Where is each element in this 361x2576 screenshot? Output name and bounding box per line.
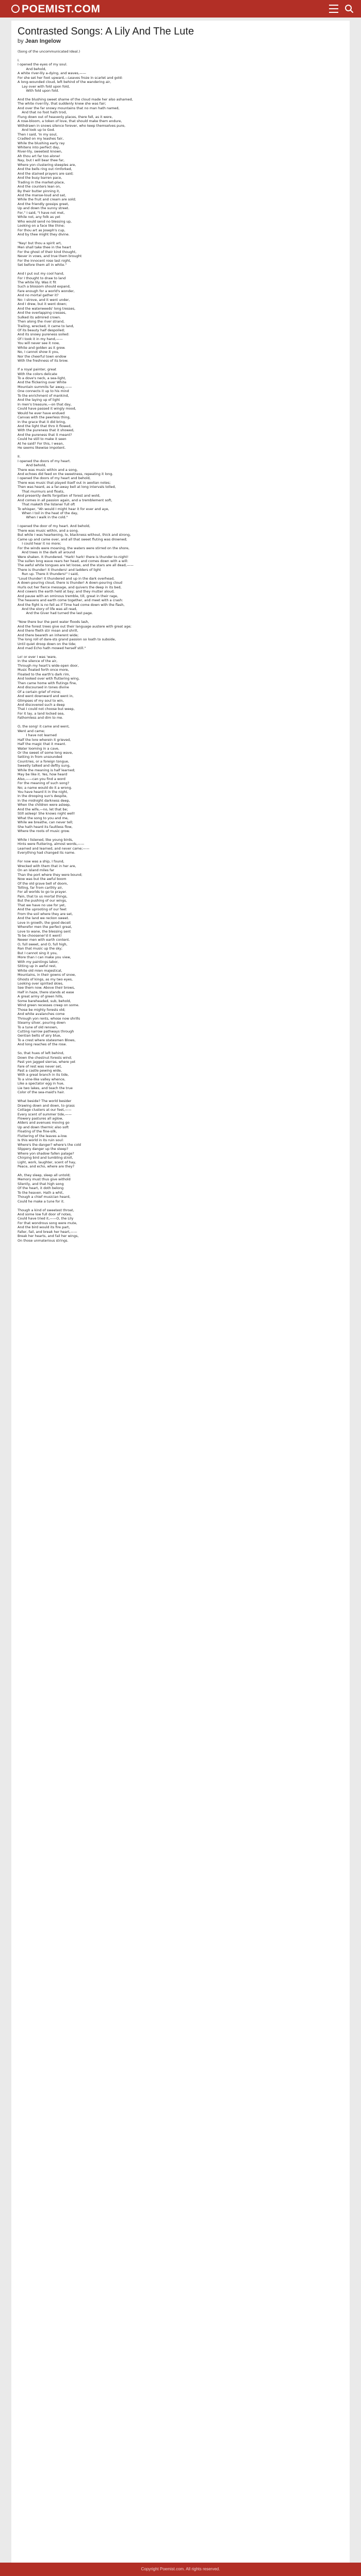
top-navigation-bar [0,0,361,18]
logo-mark-icon [11,5,20,13]
byline-prefix: by [18,38,24,44]
poem-author-link[interactable]: Jean Ingelow [25,38,61,44]
page-content [0,18,361,2576]
site-logo[interactable] [11,3,101,15]
poem-title: Contrasted Songs: A Lily And The Lute [18,26,194,37]
search-icon[interactable] [344,4,354,13]
page-footer: Copyright Poemist.com. All rights reserved. [0,2563,361,2576]
poem-body: (Song of the uncommunicated Ideal.) I. I opened the eyes of my soul. And behold, A white river-lily a-dying, and waves,—— For she set her foot upward,—Leaves froze in scarlet and gold: A long-wounded cloud, left behind of the wandering air, Lay over with fold upon fold, With fold upon fold. And the blushing sweet shame of the cloud made her also ashamed, The white river-lily, that suddenly knew she was fair; And over the far snowy mountains that no man hath named, And that no foot hath trod, Flung down out of heavenly places, there fell, as it were, A rose-bloom, a token of love, that should make them endure, Withdrawn in snows silence forever, who keep themselves pure, And look up to God. Then I said, 'In my soul, Cradled on my leashes fair, While the blushing early ray Whitens into perfect day, River-lily, sweetest known, Ah thou art far too alone! Nay, but I will bear thee far, Where yon clustering steeples are, And the bells ring out rimforked, And the stained prayers are said; And the busy barren pace, Trading in the market-place, And the counters lean on, By their butter pinning it, And the manse-loud and sat, While the fruit and cream are sold; And the friendly gossips greet, Up and down the sunny street. For," I said, "I have not met, While not, any folk as yet Who would send no blessing up, Looking on a face like thine; For thou art as Joseph's cup, And by thee might they divine. "Nay! but thou a spirit art, Men shall take thee in the heart For the ghost of their kind thought, Never in vows, and true them brought For the innocent rose last night, Set before them all in white." And I put out my cool hand, For I thought to draw to land The white lily. Was it fit Such a blossom should expand, Fare enough for a world's wonder, And no mortal gather it? No: I strove, and it went under, And I drew, but it went down; And the waterweeds' long tresses, And the overlapping cresses, Sulked its admired crown. Then along the river strand, Trailing, wrecked, it came to land, Of its beauty half despoiled; And its snowy pureness soiled: Of I took it in my hand,—— You will never see it now, White and golden as it grew. No, I cannot show it you, Nor the cheerful town endow With the freshness of its brow. If a royal painter, great With the colors delicate To a dove's neck, a sea-light, And the flickering over White Mountain summits far away,—— One connects it up to his mind To the enrichment of mankind, And the laying up of light In men's treasure,—on that day, Could have passed it wingly mood, Would he ever have endued Canvas with the peerless thing, In the grace that it did bring, And the light that thro it flowed, With the pureness that it showed, And the pureness that it meant? Could he still to make it seen At he said? For this, I wean, He seems likewise impotent. II. I opened the doors of my heart. And behold, There was music within and a song, And echoes did feed on the sweetness, repeating it long. I opened the doors of my heart and behold, There was music that played itself out in aeolian notes; Then was heard, as a far-away bell at long intervals tolled, That murmurs and floats, And presently dwills forgotten of forest and wold, And comes in all passion again, and a tremblement soft, That maketh the listener full oft To whisper, "Ah would I might hear it for ever and aye, When I toil in the heat of the day, When I walk in the cold." I opened the door of my heart. And behold, There was music within, and a song. But while I was hearkening, lo, blackness without, thick and strong, Came up and came over, and all that sweet fluting was drowned; I could hear it no more; For the winds were moaning, the waters were stirred on the shore, And trees in the dark all around Were shaken. It thundered. "Hark! hark! there is thunder to-night! The sullen long wave rears her head, and comes down with a will: The awful white tongues are let loose, and the stars are all dead,—— There is thunder! it thunders! and ladders of light Run up. There it thunders!" I said, "Loud thunder! It thundered and up in the dark overhead, A down-pouring cloud, there is thunder! A down-pouring cloud Hurls out her fierce message, and quivers the deep in its bed, And cowers the earth held at bay; and they mutter aloud, And pause with an ominous tremble, till, great in their rage, The heavens and earth come together, and meet with a crash: And the fight is no fell as if Time had come down with the flash, And the story of life was all read, And the Giver had turned the last page. "Now there bur the pent water floods lash, And the forest trees give out their language austere with great age; And there flieth stir moan and shrill, And there beareth an inherent wide; The long roll of dare-sts grand passion so loath to subside, Until quiet droop down on the tide; And mad Echo hath mowed herself still." Lo! or ever I was 'ware, In the silence of the air, Through my heart's wide-open door, Music floated forth once more, Floated to the earth's dark rim, And looked over with fluttering wing, Then came home with flutings fine, And discoursed in tones divine Of a certain grief of mine; And went downward and went in, Glimpses of my soul to win, And discovered such a deep That I could not choose but weep, For it lay, a land locked sea, Fathomless and dim to me. O, the song! it came and went, Went and came; I have not learned Half the lore wherein it grieved, Half the magic that it meant. Water looming in a cave, Or the sweet of some long wave, Setting in from unsounded Countries, or a foreign tongue, Sweetly talked and deftly sung, While the meaning is half learned; May be like it. Yes, how heard Also,——can you find a word For the meaning of such song? No; a name would do it a wrong. You have heard it in the night, In the drooping sun's despite, In the midnight darkness deep, When the children were asleep, And the wife,—no, let that be; Still asleep! She knows night well! What the song to you and me, While we breathe, can never tell; She hath heard its faultless flow, Where the roots of music grow. While I listened, like young birds, Hints were fluttering, almost words,—— Learned and learned, and never came;—— Everything had changed its name. For now was a ship, I found, Wrecked with them that in her are, On an island miles far Than the port where they were bound; Now was but the awful boom Of the old grave bell of doom, Tolling, far from carthly air, For all worlds to go to prayer. Pain, that to us mortal things, But the pushing of our wings, That we have no use for yet, And the uprooting of our feet From the soil where they are set, And the land we reckon sweet. Love in growth, the good deceit Wherefor men the perfect great, Love to wane, the blessing sent To be choosener'd it went! Newer men with earth content. O, full sweet, and O, full high, Ran that music up the sky; But I cannot sing it you, More than I can make you view, With my paintings labor, Sitting up in awful rest, White old mien majestical, Mountains, in their gowns of snow, Ghosts of kings, as my two eyes, Looking over spirited skies, See them now. Above their brows, Half in haze, there stands at ease A great army of green hills, Some bareheaded, sub, behold, Wind green recesses creep on some. Those be mighty forests old; And white avalanches come Through yon rents, whose now shrills Steamy silver, pouring down To a tune of old renown, Cutting narrow pathways through Gentian belts of airy blue, To a crest where statesmen Blows, And long reaches of the rose. So, that hues of left behind, Down the chestnut forests wind; Past yon jagged sierras, where yet Fare of rest was never set, Past a castle pewing wide, With a great branch in its tide, To a vine-like valley whence, Like a spectator egg in hue, Lie two lakes, and teach the true Color of the sea-maid's hair. What beside? The world besider Drawing down and down, to grass Cottage clusters at our feet,—— Every scent of summer tide,—— Flowery pastures all aglow, Alders and avenues moving go Up and down thermic also soft Floating of the fine-silk, Fluttering of the leaves a-low. Is this world in its ruin soul: Where's the danger? where's the cold Slippery danger up the steep? Where yon shadow fallen palage? Chirping bird and tumbling stroll, Light, work, laughter, scent of hay, Peace, and echo, where are they? Ah, they sleep, sleep all untold; Memory must thus give withold Silently, and that high song Of the heart, it doth belong To the heaven. Hath a whit, Though a chief musician heard, Could he make a tune for it. Though a kind of sweetest throat, And some low full door of notes, Could have tried it,——O, the Lily For that wondrous song were mute, And the bird would its fire part, Faller, fail, and break her heart,—— Break her hearts, and fail her wings, On those unmaterious strings. [18,49,134,1243]
menu-icon[interactable] [329,5,338,13]
poem-card [11,21,350,2576]
logo-text: POEMIST.COM [22,3,101,15]
poem-byline [18,38,61,44]
